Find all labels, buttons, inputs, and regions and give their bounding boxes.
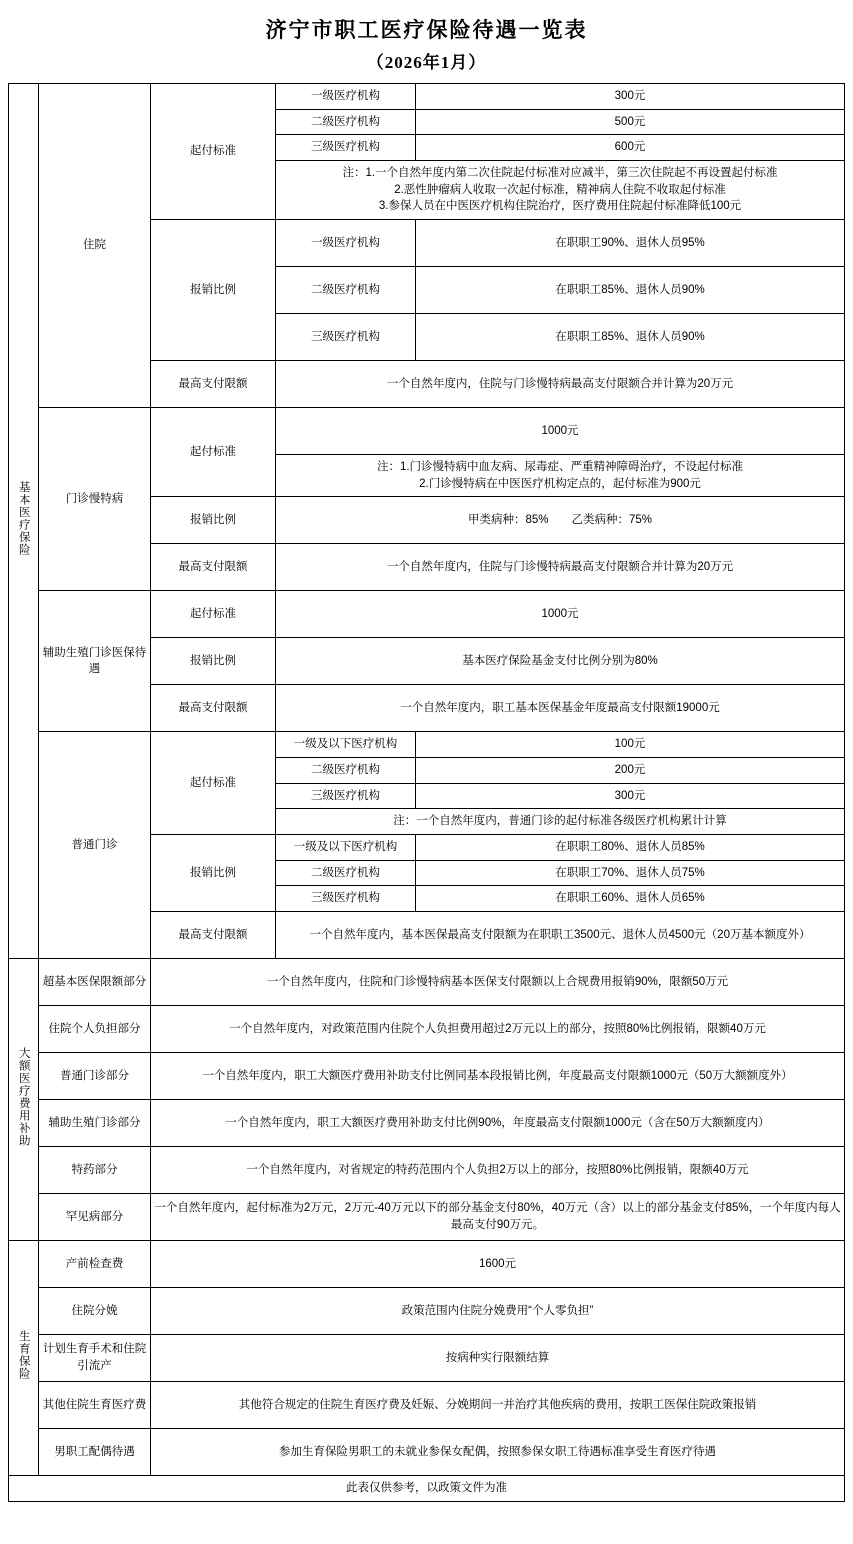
table-row xyxy=(9,1382,845,1429)
group-large-aid-label: 大额医疗费用补助 xyxy=(9,959,39,1241)
large-aid-label: 住院个人负担部分 xyxy=(39,1006,151,1053)
chronic-deductible-note: 注：1.门诊慢特病中血友病、尿毒症、严重精神障碍治疗，不设起付标准 2.门诊慢特病在中医医疗机构定点的，起付标准为900元 xyxy=(276,455,845,497)
table-row xyxy=(9,959,845,1006)
table-row xyxy=(9,1476,845,1502)
benefits-table xyxy=(8,83,845,1502)
table-row xyxy=(9,591,845,638)
level-label: 一级医疗机构 xyxy=(276,84,416,110)
repro-ratio-value: 基本医疗保险基金支付比例分别为80% xyxy=(276,638,845,685)
level-label: 二级医疗机构 xyxy=(276,758,416,784)
table-row xyxy=(9,1288,845,1335)
general-deductible-note: 注：一个自然年度内，普通门诊的起付标准各级医疗机构累计计算 xyxy=(276,809,845,835)
maternity-value: 按病种实行限额结算 xyxy=(151,1335,845,1382)
hospital-ratio-label: 报销比例 xyxy=(151,220,276,361)
maternity-value: 1600元 xyxy=(151,1241,845,1288)
large-aid-value: 一个自然年度内，起付标准为2万元，2万元-40万元以下的部分基金支付80%，40万元（含）以上的部分基金支付85%，一个年度内每人最高支付90万元。 xyxy=(151,1194,845,1241)
chronic-cap-label: 最高支付限额 xyxy=(151,544,276,591)
level-value: 在职职工70%、退休人员75% xyxy=(416,860,845,886)
repro-deductible-value: 1000元 xyxy=(276,591,845,638)
table-row xyxy=(9,1006,845,1053)
level-value: 在职职工80%、退休人员85% xyxy=(416,835,845,861)
group-basic-label: 基本医疗保险 xyxy=(9,84,39,959)
level-value: 在职职工85%、退休人员90% xyxy=(416,314,845,361)
category-hospital: 住院 xyxy=(39,84,151,408)
level-label: 三级医疗机构 xyxy=(276,783,416,809)
hospital-cap-label: 最高支付限额 xyxy=(151,361,276,408)
level-label: 二级医疗机构 xyxy=(276,109,416,135)
level-label: 二级医疗机构 xyxy=(276,267,416,314)
table-row xyxy=(9,408,845,455)
repro-deductible-label: 起付标准 xyxy=(151,591,276,638)
maternity-label: 其他住院生育医疗费 xyxy=(39,1382,151,1429)
table-row xyxy=(9,1194,845,1241)
general-ratio-label: 报销比例 xyxy=(151,835,276,912)
large-aid-label: 罕见病部分 xyxy=(39,1194,151,1241)
table-row xyxy=(9,84,845,110)
level-label: 一级及以下医疗机构 xyxy=(276,835,416,861)
table-row xyxy=(9,1100,845,1147)
table-row xyxy=(9,1147,845,1194)
level-value: 200元 xyxy=(416,758,845,784)
level-value: 100元 xyxy=(416,732,845,758)
large-aid-value: 一个自然年度内，对政策范围内住院个人负担费用超过2万元以上的部分，按照80%比例报销，限额40万元 xyxy=(151,1006,845,1053)
maternity-label: 男职工配偶待遇 xyxy=(39,1429,151,1476)
general-cap-label: 最高支付限额 xyxy=(151,912,276,959)
level-value: 在职职工85%、退休人员90% xyxy=(416,267,845,314)
document-title-block xyxy=(8,6,845,83)
maternity-label: 计划生育手术和住院引流产 xyxy=(39,1335,151,1382)
category-general-outpatient: 普通门诊 xyxy=(39,732,151,959)
page-subtitle: （2026年1月） xyxy=(366,53,487,72)
chronic-ratio-label: 报销比例 xyxy=(151,497,276,544)
table-row xyxy=(9,1241,845,1288)
large-aid-value: 一个自然年度内，职工大额医疗费用补助支付比例90%，年度最高支付限额1000元（含在50万大额额度内） xyxy=(151,1100,845,1147)
large-aid-label: 特药部分 xyxy=(39,1147,151,1194)
large-aid-label: 普通门诊部分 xyxy=(39,1053,151,1100)
chronic-deductible-value: 1000元 xyxy=(276,408,845,455)
hospital-deductible-label: 起付标准 xyxy=(151,84,276,220)
chronic-ratio-value: 甲类病种：85% 乙类病种：75% xyxy=(276,497,845,544)
level-value: 300元 xyxy=(416,783,845,809)
repro-cap-value: 一个自然年度内，职工基本医保基金年度最高支付限额19000元 xyxy=(276,685,845,732)
table-footer-note: 此表仅供参考，以政策文件为准 xyxy=(9,1476,845,1502)
level-value: 500元 xyxy=(416,109,845,135)
table-row xyxy=(9,1429,845,1476)
chronic-deductible-label: 起付标准 xyxy=(151,408,276,497)
repro-cap-label: 最高支付限额 xyxy=(151,685,276,732)
large-aid-label: 超基本医保限额部分 xyxy=(39,959,151,1006)
level-label: 一级医疗机构 xyxy=(276,220,416,267)
level-value: 600元 xyxy=(416,135,845,161)
level-label: 二级医疗机构 xyxy=(276,860,416,886)
maternity-label: 产前检查费 xyxy=(39,1241,151,1288)
table-row xyxy=(9,732,845,758)
level-label: 三级医疗机构 xyxy=(276,314,416,361)
chronic-cap-value: 一个自然年度内，住院与门诊慢特病最高支付限额合并计算为20万元 xyxy=(276,544,845,591)
maternity-value: 政策范围内住院分娩费用“个人零负担” xyxy=(151,1288,845,1335)
general-deductible-label: 起付标准 xyxy=(151,732,276,835)
level-label: 一级及以下医疗机构 xyxy=(276,732,416,758)
group-maternity-label: 生育保险 xyxy=(9,1241,39,1476)
level-value: 在职职工60%、退休人员65% xyxy=(416,886,845,912)
table-row xyxy=(9,1335,845,1382)
level-value: 300元 xyxy=(416,84,845,110)
level-label: 三级医疗机构 xyxy=(276,886,416,912)
repro-ratio-label: 报销比例 xyxy=(151,638,276,685)
general-cap-value: 一个自然年度内，基本医保最高支付限额为在职职工3500元、退休人员4500元（20万基本额度外） xyxy=(276,912,845,959)
level-label: 三级医疗机构 xyxy=(276,135,416,161)
table-row xyxy=(9,1053,845,1100)
maternity-label: 住院分娩 xyxy=(39,1288,151,1335)
category-outpatient-chronic: 门诊慢特病 xyxy=(39,408,151,591)
hospital-cap-value: 一个自然年度内，住院与门诊慢特病最高支付限额合并计算为20万元 xyxy=(276,361,845,408)
maternity-value: 参加生育保险男职工的未就业参保女配偶，按照参保女职工待遇标准享受生育医疗待遇 xyxy=(151,1429,845,1476)
page-title: 济宁市职工医疗保险待遇一览表 xyxy=(265,18,588,42)
hospital-deductible-note: 注：1.一个自然年度内第二次住院起付标准对应减半，第三次住院起不再设置起付标准 2.恶性肿瘤病人收取一次起付标准，精神病人住院不收取起付标准 3.参保人员在中医医疗机构住院治疗，医疗费用住院起付标准降低100元 xyxy=(276,161,845,220)
level-value: 在职职工90%、退休人员95% xyxy=(416,220,845,267)
large-aid-value: 一个自然年度内，住院和门诊慢特病基本医保支付限额以上合规费用报销90%，限额50万元 xyxy=(151,959,845,1006)
large-aid-value: 一个自然年度内，职工大额医疗费用补助支付比例同基本段报销比例，年度最高支付限额1000元（50万大额额度外） xyxy=(151,1053,845,1100)
large-aid-value: 一个自然年度内，对省规定的特药范围内个人负担2万以上的部分，按照80%比例报销，限额40万元 xyxy=(151,1147,845,1194)
large-aid-label: 辅助生殖门诊部分 xyxy=(39,1100,151,1147)
maternity-value: 其他符合规定的住院生育医疗费及妊娠、分娩期间一并治疗其他疾病的费用，按职工医保住院政策报销 xyxy=(151,1382,845,1429)
category-assisted-repro: 辅助生殖门诊医保待遇 xyxy=(39,591,151,732)
